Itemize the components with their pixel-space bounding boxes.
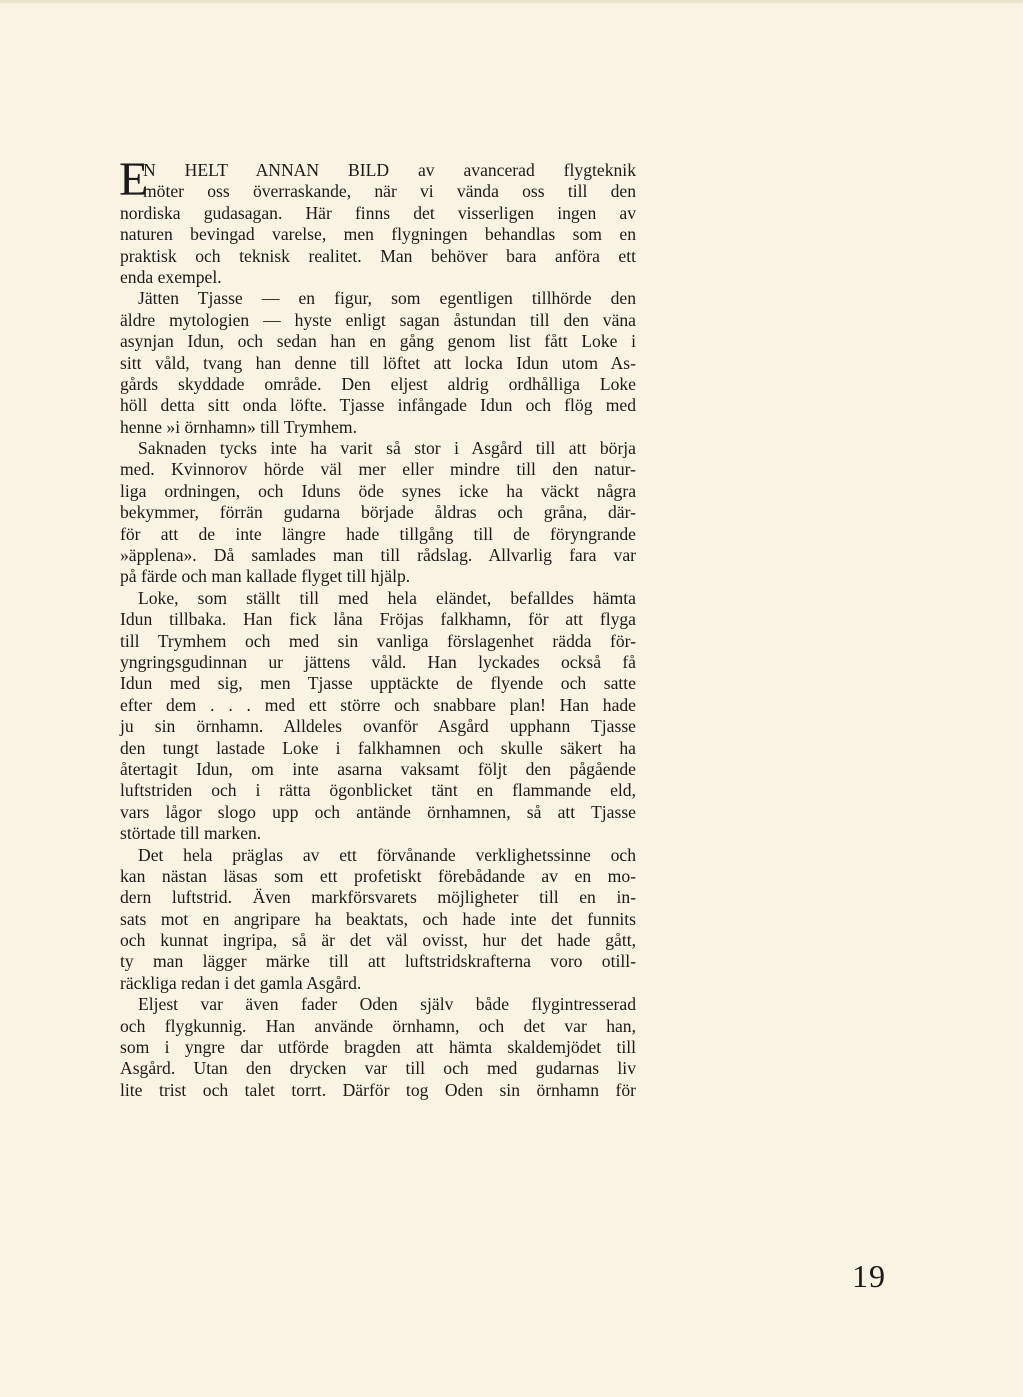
text-line: Idun tillbaka. Han fick låna Fröjas falkhamn, för att flyga [120,609,636,630]
text-line: »äpplena». Då samlades man till rådslag. Allvarlig fara var [120,545,636,566]
text-line: Loke, som ställt till med hela eländet, befalldes hämta [138,587,636,608]
text-line: praktisk och teknisk realitet. Man behöver bara anföra ett [120,245,636,266]
text-line: nordiska gudasagan. Här finns det visserligen ingen av [120,202,636,223]
text-line: Eljest var även fader Oden själv både flygintresserad [138,994,636,1015]
drop-cap: E [119,153,149,206]
text-line: ty man lägger märke till att luftstridskrafterna voro otill- [120,951,636,972]
text-line: äldre mytologien — hyste enligt sagan åstundan till den väna [120,309,636,330]
text-line: naturen bevingad varelse, men flygningen behandlas som en [120,224,636,245]
text-line: på färde och man kallade flyget till hjälp. [120,566,411,587]
text-line: luftstriden och i rätta ögonblicket tänt en flammande eld, [120,780,636,801]
text-line: som i yngre dar utförde bragden att hämta skaldemjödet till [120,1037,636,1058]
text-line: störtade till marken. [120,823,262,844]
text-line: Asgård. Utan den drycken var till och med gudarnas liv [120,1058,636,1079]
text-line: ju sin örnhamn. Alldeles ovanför Asgård upphann Tjasse [120,716,636,737]
text-line: efter dem . . . med ett större och snabbare plan! Han hade [120,694,636,715]
text-line: återtagit Idun, om inte asarna vaksamt följt den pågående [120,758,636,779]
text-line: till Trymhem och med sin vanliga förslagenhet rädda för- [120,630,636,651]
text-line: möter oss överraskande, när vi vända oss till den [143,181,636,202]
text-line: och flygkunnig. Han använde örnhamn, och det var han, [120,1015,636,1036]
text-line: den tungt lastade Loke i falkhamnen och skulle säkert ha [120,737,636,758]
text-line: med. Kvinnorov hörde väl mer eller mindre till den natur- [120,459,636,480]
page-top-edge [0,0,1023,3]
text-line: räckliga redan i det gamla Asgård. [120,972,362,993]
text-line: asynjan Idun, och sedan han en gång genom list fått Loke i [120,331,636,352]
text-line: dern luftstrid. Även markförsvarets möjligheter till en in- [120,887,636,908]
text-line: kan nästan läsas som ett profetiskt förebådande av en mo- [120,865,636,886]
text-line: Det hela präglas av ett förvånande verklighetssinne och [138,844,636,865]
text-line: henne »i örnhamn» till Trymhem. [120,416,358,437]
page-number: 19 [852,1258,886,1294]
text-line: N HELT ANNAN BILD av avancerad flygteknik [143,160,636,180]
text-line: sats mot en angripare ha beaktats, och hade inte det funnits [120,908,636,929]
text-line: bekymmer, förrän gudarna började åldras och gråna, där- [120,502,636,523]
text-line: vars lågor slogo upp och antände örnhamnen, så att Tjasse [120,801,636,822]
text-line: och kunnat ingripa, så är det väl ovisst, hur det hade gått, [120,930,636,951]
text-line: Saknaden tycks inte ha varit så stor i Asgård till att börja [138,438,636,459]
text-line: yngringsgudinnan ur jättens våld. Han lyckades också få [120,651,636,672]
text-line: gårds skyddade område. Den eljest aldrig ordhålliga Loke [120,373,636,394]
text-line: lite trist och talet torrt. Därför tog Oden sin örnhamn för [120,1079,636,1100]
text-line: Jätten Tjasse — en figur, som egentligen tillhörde den [138,288,636,309]
text-line: liga ordningen, och Iduns öde synes icke ha väckt några [120,480,636,501]
body-text [119,153,636,1101]
text-line: enda exempel. [120,266,222,287]
text-line: för att de inte längre hade tillgång till de föryngrande [120,523,636,544]
text-line: sitt våld, tvang han denne till löftet att locka Idun utom As- [120,352,636,373]
text-line: höll detta sitt onda löfte. Tjasse infångade Idun och flög med [120,395,636,416]
text-line: Idun med sig, men Tjasse upptäckte de flyende och satte [120,673,636,694]
